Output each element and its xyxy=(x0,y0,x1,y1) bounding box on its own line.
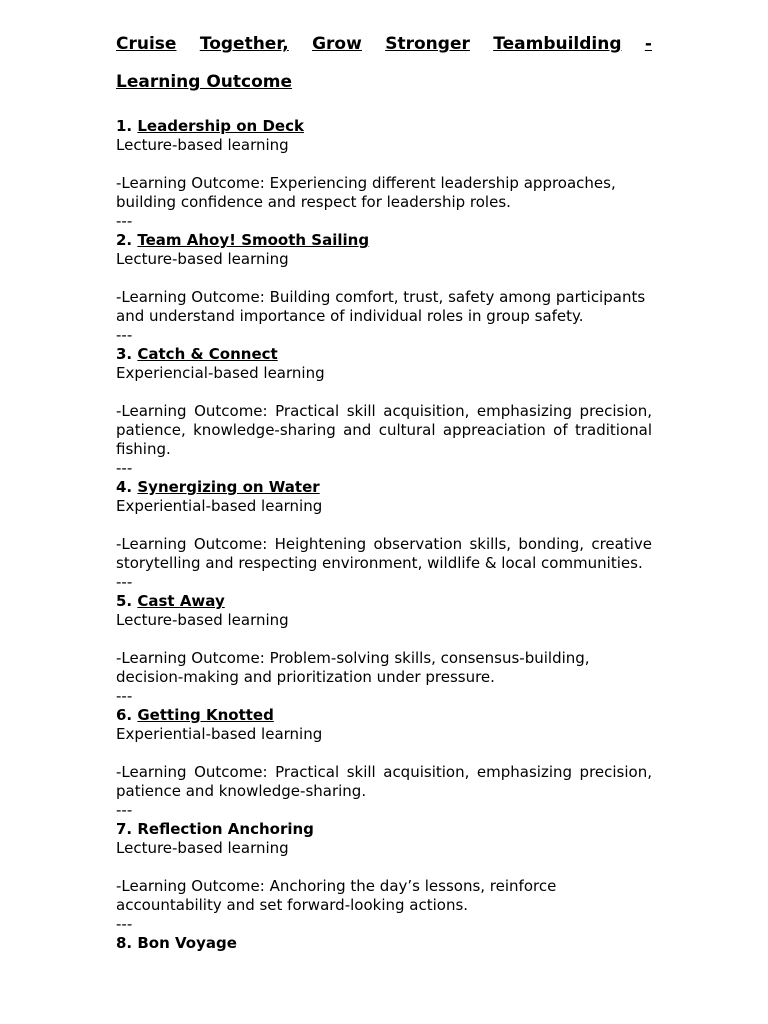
section-heading xyxy=(116,117,652,136)
section-heading xyxy=(116,345,652,364)
section-number: 7. xyxy=(116,820,133,838)
section-heading xyxy=(116,820,652,839)
title-word: Grow xyxy=(312,34,362,54)
section-number: 6. xyxy=(116,706,133,724)
section-separator: --- xyxy=(116,687,133,705)
section-heading xyxy=(116,478,652,497)
section-item xyxy=(116,706,652,820)
section-learning-type: Lecture-based learning xyxy=(116,839,289,857)
section-learning-type: Experiential-based learning xyxy=(116,725,323,743)
title-word: Together, xyxy=(199,34,289,54)
title-line-1 xyxy=(116,30,652,58)
section-number: 4. xyxy=(116,478,133,496)
section-separator: --- xyxy=(116,459,133,477)
section-item xyxy=(116,934,652,953)
section-separator: --- xyxy=(116,212,133,230)
section-learning-outcome: -Learning Outcome: Practical skill acquisition, emphasizing precision, patience, knowledge-sharing and cultural appreaciation of traditional fishing. xyxy=(116,402,652,458)
section-item xyxy=(116,231,652,345)
section-separator: --- xyxy=(116,326,133,344)
section-heading xyxy=(116,706,652,725)
section-heading xyxy=(116,592,652,611)
title-word: - xyxy=(644,34,652,54)
blank-line xyxy=(116,269,652,288)
section-heading xyxy=(116,934,652,953)
section-learning-outcome: -Learning Outcome: Experiencing different leadership approaches, building confidence and respect for leadership roles. xyxy=(116,174,616,211)
section-separator: --- xyxy=(116,801,133,819)
blank-line xyxy=(116,383,652,402)
section-learning-type: Lecture-based learning xyxy=(116,611,289,629)
section-learning-outcome: -Learning Outcome: Anchoring the day’s lessons, reinforce accountability and set forward-looking actions. xyxy=(116,877,557,914)
section-learning-type: Lecture-based learning xyxy=(116,250,289,268)
blank-line xyxy=(116,858,652,877)
section-name: Bon Voyage xyxy=(137,934,237,952)
section-learning-type: Lecture-based learning xyxy=(116,136,289,154)
blank-line xyxy=(116,155,652,174)
section-learning-type: Experiencial-based learning xyxy=(116,364,325,382)
blank-line xyxy=(116,744,652,763)
section-learning-outcome: -Learning Outcome: Heightening observation skills, bonding, creative storytelling and respecting environment, wildlife & local communities. xyxy=(116,535,652,572)
section-number: 8. xyxy=(116,934,133,952)
section-learning-outcome: -Learning Outcome: Problem-solving skills, consensus-building, decision-making and prioritization under pressure. xyxy=(116,649,590,686)
section-number: 1. xyxy=(116,117,133,135)
section-number: 2. xyxy=(116,231,133,249)
section-name: Getting Knotted xyxy=(137,706,274,724)
section-heading xyxy=(116,231,652,250)
section-item xyxy=(116,478,652,592)
title-line-2 xyxy=(116,68,652,96)
blank-line xyxy=(116,516,652,535)
section-separator: --- xyxy=(116,915,133,933)
section-number: 3. xyxy=(116,345,133,363)
section-name: Cast Away xyxy=(137,592,225,610)
section-item xyxy=(116,592,652,706)
section-name: Synergizing on Water xyxy=(137,478,320,496)
sections-list xyxy=(116,117,652,953)
section-name: Leadership on Deck xyxy=(137,117,304,135)
section-learning-outcome: -Learning Outcome: Practical skill acquisition, emphasizing precision, patience and knowledge-sharing. xyxy=(116,763,652,800)
title-word: Teambuilding xyxy=(493,34,622,54)
title-word: Stronger xyxy=(385,34,470,54)
title-word: Cruise xyxy=(116,34,177,54)
section-number: 5. xyxy=(116,592,133,610)
blank-line xyxy=(116,630,652,649)
document-page xyxy=(116,30,652,953)
section-item xyxy=(116,345,652,478)
section-learning-type: Experiential-based learning xyxy=(116,497,323,515)
section-separator: --- xyxy=(116,573,133,591)
section-learning-outcome: -Learning Outcome: Building comfort, trust, safety among participants and understand importance of individual roles in group safety. xyxy=(116,288,646,325)
section-name: Reflection Anchoring xyxy=(137,820,314,838)
section-item xyxy=(116,820,652,934)
section-name: Catch & Connect xyxy=(137,345,278,363)
title-subtitle: Learning Outcome xyxy=(116,72,293,92)
section-name: Team Ahoy! Smooth Sailing xyxy=(137,231,370,249)
section-item xyxy=(116,117,652,231)
document-title xyxy=(116,30,652,96)
